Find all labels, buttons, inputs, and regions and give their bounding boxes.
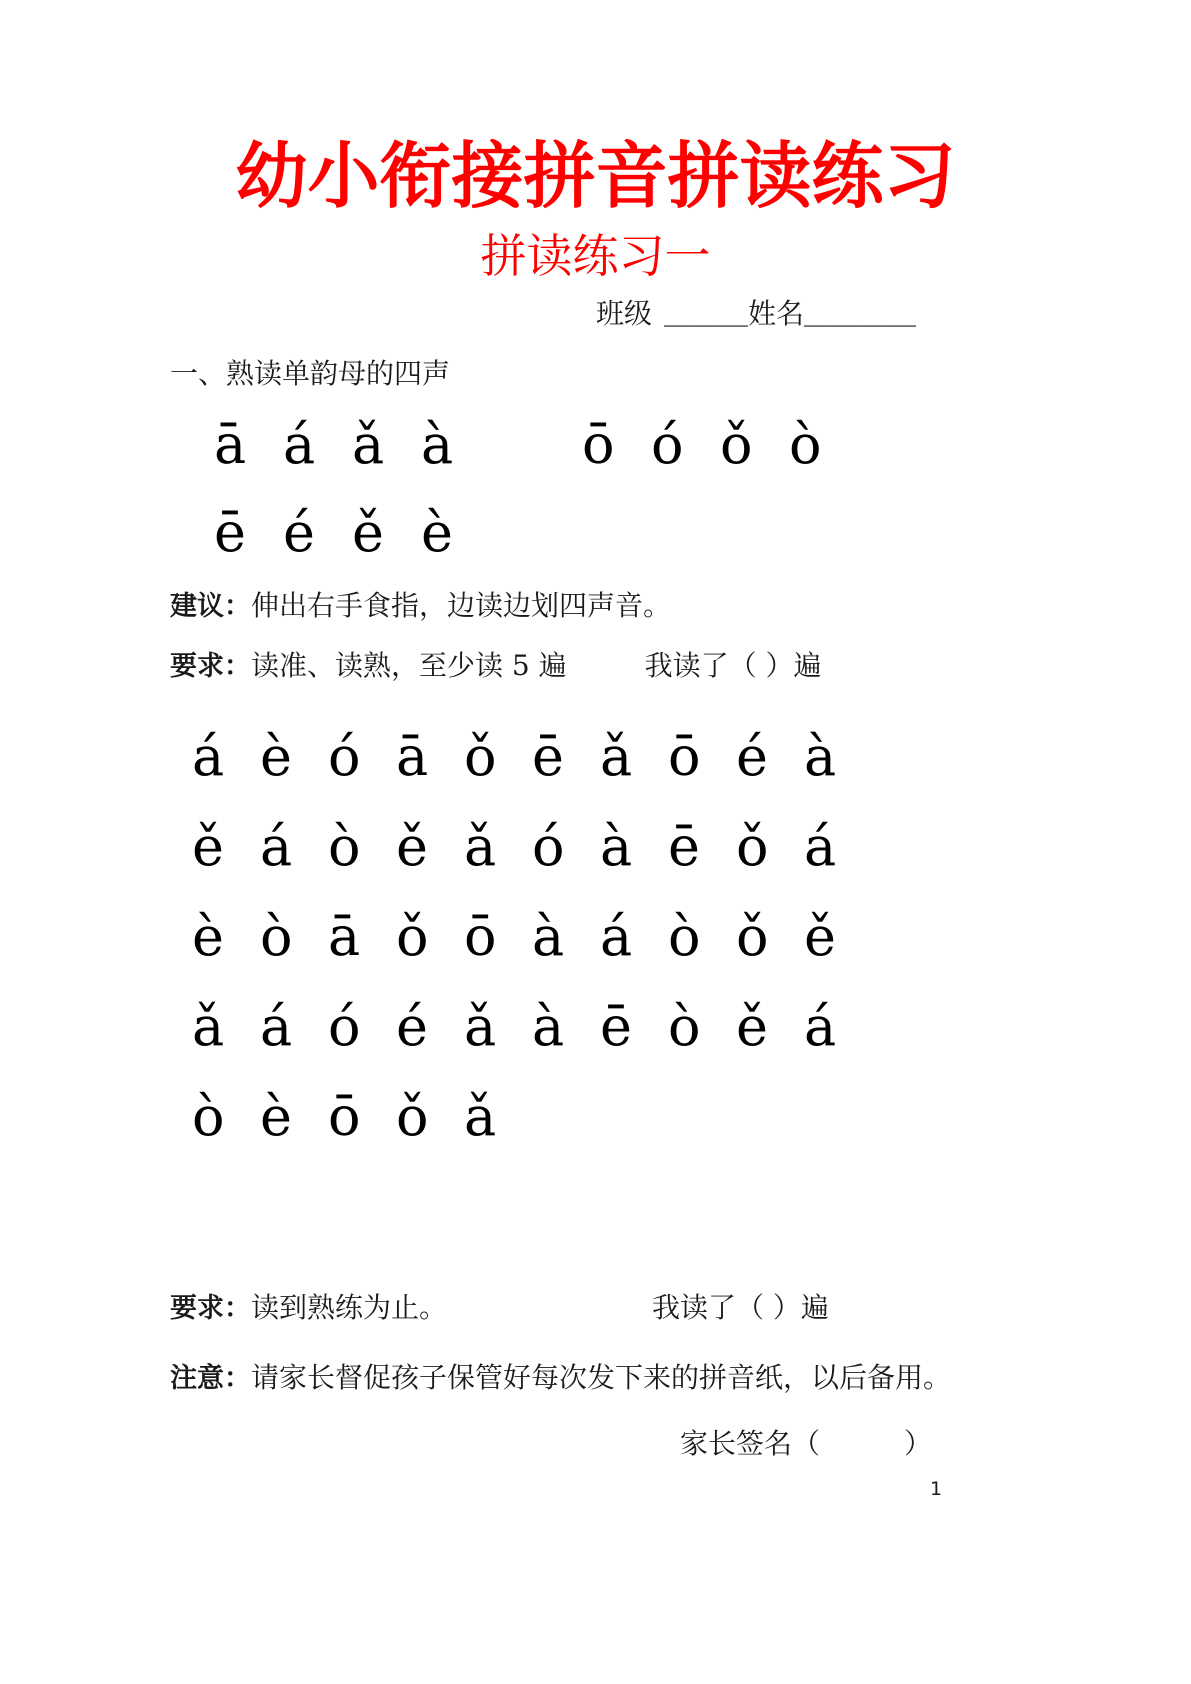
pinyin-letter: ó	[651, 413, 684, 476]
pinyin-letter: ō	[668, 725, 701, 788]
page-number: 1	[930, 1478, 943, 1500]
pinyin-letter: ē	[600, 995, 632, 1058]
suggestion-label: 建议：	[170, 591, 251, 622]
notice-label: 注意：	[170, 1363, 251, 1394]
suggestion-text: 伸出右手食指，边读边划四声音。	[251, 589, 672, 622]
requirement-line-2	[170, 1290, 829, 1326]
pinyin-letter: à	[804, 725, 837, 788]
class-blank: ＿＿＿	[664, 297, 749, 330]
requirement2-label: 要求：	[170, 1293, 251, 1324]
pinyin-letter: ǒ	[736, 905, 769, 968]
tone-row-a-o	[214, 410, 858, 480]
section1-heading: 一、熟读单韵母的四声	[170, 357, 451, 390]
drill-row-3	[192, 892, 872, 982]
pinyin-letter: ǒ	[396, 905, 429, 968]
notice-line	[170, 1360, 951, 1396]
pinyin-letter: ě	[192, 815, 224, 878]
requirement2-tally: 我读了（ ）遍	[652, 1291, 829, 1324]
pinyin-letter: ó	[328, 995, 361, 1058]
pinyin-letter: ē	[668, 815, 700, 878]
header-fields	[596, 292, 916, 332]
pinyin-letter: ó	[328, 725, 361, 788]
pinyin-letter: ǒ	[736, 815, 769, 878]
pinyin-letter: é	[283, 501, 315, 564]
name-blank: ＿＿＿＿	[804, 297, 917, 330]
pinyin-letter: ā	[396, 725, 429, 788]
pinyin-letter: ō	[582, 413, 615, 476]
pinyin-letter: è	[260, 725, 292, 788]
pinyin-letter: á	[600, 905, 633, 968]
pinyin-letter: á	[260, 995, 293, 1058]
requirement1-label: 要求：	[170, 651, 251, 682]
page-subtitle: 拼读练习一	[480, 229, 711, 283]
e-tone-group	[214, 498, 490, 568]
page-title: 幼小衔接拼音拼读练习	[235, 134, 956, 218]
class-label: 班级	[596, 297, 653, 330]
pinyin-letter: ó	[532, 815, 565, 878]
drill-row-2	[192, 802, 872, 892]
pinyin-letter: ò	[789, 413, 822, 476]
tone-row-e	[214, 498, 490, 568]
pinyin-letter: ě	[352, 501, 384, 564]
pinyin-letter: ǎ	[464, 1085, 497, 1148]
pinyin-letter: ǎ	[192, 995, 225, 1058]
pinyin-letter: é	[736, 725, 768, 788]
signature-line: 家长签名（ ）	[680, 1427, 933, 1460]
suggestion-line	[170, 588, 671, 624]
requirement-line-1	[170, 648, 822, 684]
pinyin-letter: à	[532, 995, 565, 1058]
pinyin-letter: á	[804, 815, 837, 878]
pinyin-letter: ǒ	[464, 725, 497, 788]
pinyin-letter: à	[600, 815, 633, 878]
pinyin-letter: ē	[214, 501, 246, 564]
notice-text: 请家长督促孩子保管好每次发下来的拼音纸，以后备用。	[251, 1361, 952, 1394]
pinyin-letter: ò	[328, 815, 361, 878]
pinyin-letter: ā	[328, 905, 361, 968]
o-tone-group	[582, 410, 858, 480]
pinyin-letter: ō	[464, 905, 497, 968]
pinyin-letter: ǎ	[600, 725, 633, 788]
pinyin-letter: ō	[328, 1085, 361, 1148]
pinyin-letter: á	[283, 413, 316, 476]
pinyin-letter: á	[260, 815, 293, 878]
pinyin-letter: à	[532, 905, 565, 968]
pinyin-letter: á	[804, 995, 837, 1058]
pinyin-letter: ě	[804, 905, 836, 968]
pinyin-letter: á	[192, 725, 225, 788]
pinyin-letter: ǒ	[396, 1085, 429, 1148]
pinyin-letter: ě	[396, 815, 428, 878]
pinyin-letter: è	[421, 501, 453, 564]
pinyin-letter: ò	[668, 905, 701, 968]
pinyin-letter: é	[396, 995, 428, 1058]
drill-row-1	[192, 712, 872, 802]
pinyin-letter: ǎ	[352, 413, 385, 476]
requirement2-text: 读到熟练为止。	[251, 1291, 448, 1324]
pinyin-letter: ǒ	[720, 413, 753, 476]
name-label: 姓名	[748, 297, 805, 330]
requirement1-text: 读准、读熟，至少读 5 遍	[251, 649, 567, 682]
drill-grid	[192, 712, 872, 1162]
drill-row-5	[192, 1072, 872, 1162]
pinyin-letter: è	[192, 905, 224, 968]
pinyin-letter: è	[260, 1085, 292, 1148]
pinyin-letter: à	[421, 413, 454, 476]
pinyin-letter: ě	[736, 995, 768, 1058]
pinyin-letter: ò	[668, 995, 701, 1058]
pinyin-letter: ò	[260, 905, 293, 968]
pinyin-letter: ā	[214, 413, 247, 476]
requirement1-tally: 我读了（ ）遍	[644, 649, 822, 682]
a-tone-group	[214, 410, 490, 480]
pinyin-letter: ǎ	[464, 815, 497, 878]
drill-row-4	[192, 982, 872, 1072]
pinyin-letter: ē	[532, 725, 564, 788]
pinyin-letter: ò	[192, 1085, 225, 1148]
pinyin-letter: ǎ	[464, 995, 497, 1058]
